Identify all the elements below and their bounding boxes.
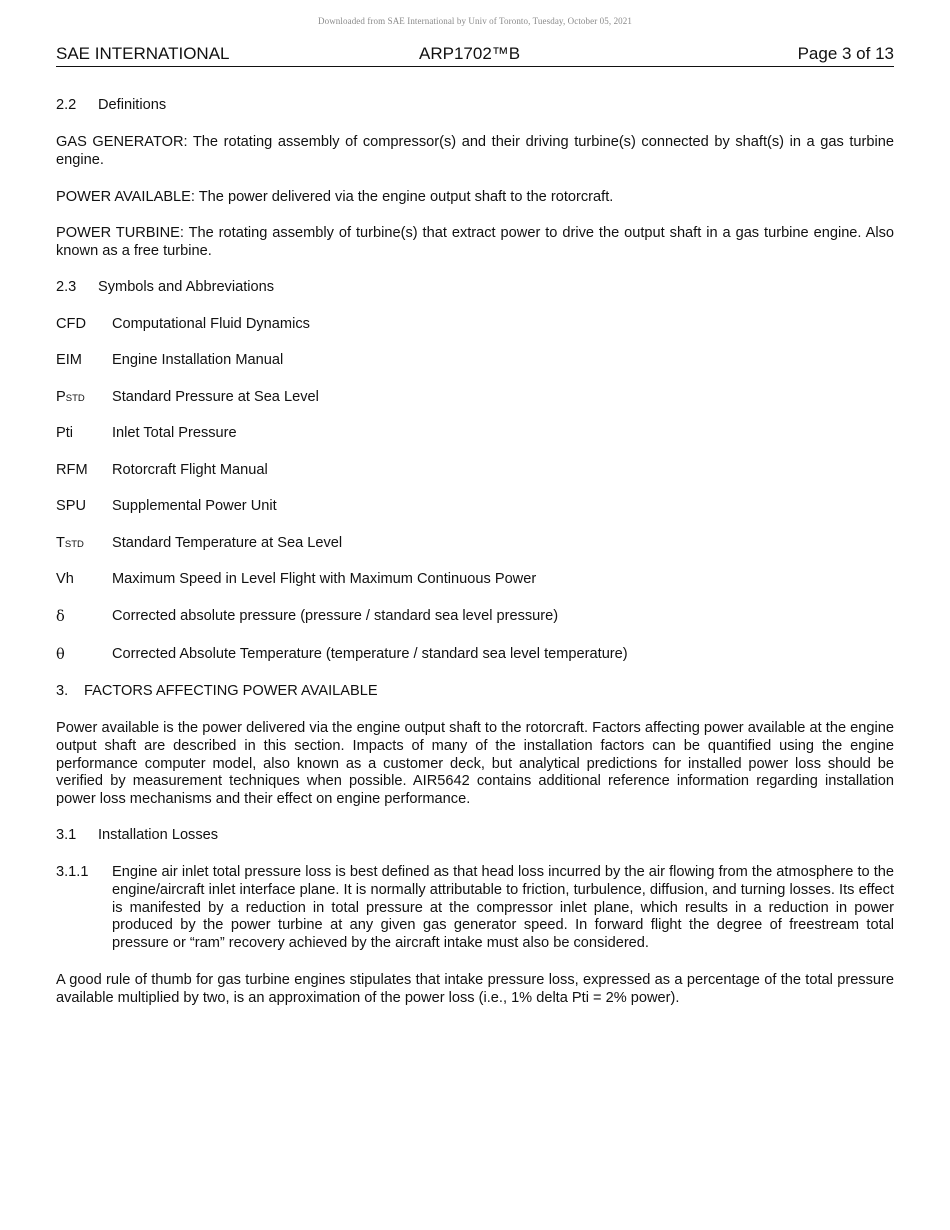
- abbreviation-term: EIM: [56, 352, 82, 368]
- section-3-heading: [56, 683, 894, 701]
- abbreviation-term: [56, 389, 85, 408]
- header-document-id: ARP1702™B: [419, 44, 521, 63]
- download-watermark: Downloaded from SAE International by Univ of Toronto, Tuesday, October 05, 2021: [318, 16, 632, 26]
- abbreviation-row: [56, 535, 894, 553]
- section-number: 3.1: [56, 827, 77, 843]
- definition-gas-generator: GAS GENERATOR: The rotating assembly of compressor(s) and their driving turbine(s) connected by shaft(s) in a gas turbine engine.: [56, 134, 894, 168]
- abbreviation-definition: Corrected absolute pressure (pressure / standard sea level pressure): [112, 608, 559, 624]
- section-number: 3.1.1: [56, 864, 89, 880]
- abbreviation-row: [56, 389, 894, 407]
- page-header: [56, 44, 894, 67]
- abbreviation-term: δ: [56, 608, 65, 625]
- rule-of-thumb-paragraph: A good rule of thumb for gas turbine engines stipulates that intake pressure loss, expressed as a percentage of the total pressure available multiplied by two, is an approximation of the power loss (i.e., 1% delta Pti = 2% power).: [56, 972, 894, 1006]
- abbreviation-definition: Engine Installation Manual: [112, 352, 284, 368]
- abbreviation-row: [56, 571, 894, 589]
- term-base: P: [56, 389, 66, 405]
- abbreviation-row: [56, 498, 894, 516]
- abbreviation-row: [56, 646, 894, 664]
- header-organization: SAE INTERNATIONAL: [56, 44, 230, 63]
- abbreviation-definition: Computational Fluid Dynamics: [112, 316, 310, 332]
- definition-power-available: POWER AVAILABLE: The power delivered via the engine output shaft to the rotorcraft.: [56, 189, 614, 205]
- section-3-1-1-paragraph: [56, 864, 894, 953]
- abbreviation-term: CFD: [56, 316, 86, 332]
- abbreviation-term: Pti: [56, 425, 74, 441]
- section-title: Definitions: [98, 97, 167, 113]
- abbreviation-definition: Supplemental Power Unit: [112, 498, 277, 514]
- abbreviation-row: [56, 316, 894, 334]
- abbreviation-definition: Rotorcraft Flight Manual: [112, 462, 268, 478]
- abbreviation-definition: Corrected Absolute Temperature (temperature / standard sea level temperature): [112, 646, 628, 662]
- abbreviation-term: Vh: [56, 571, 74, 587]
- definition-power-turbine: POWER TURBINE: The rotating assembly of turbine(s) that extract power to drive the output shaft in a gas turbine engine. Also known as a free turbine.: [56, 225, 894, 259]
- section-2-3-heading: [56, 279, 894, 297]
- section-2-2-heading: [56, 97, 894, 115]
- abbreviation-row: [56, 462, 894, 480]
- abbreviation-row: [56, 352, 894, 370]
- abbreviation-definition: Maximum Speed in Level Flight with Maximum Continuous Power: [112, 571, 537, 587]
- abbreviation-row: [56, 425, 894, 443]
- term-subscript: STD: [64, 539, 84, 550]
- header-page-number: Page 3 of 13: [797, 44, 894, 63]
- abbreviation-term: RFM: [56, 462, 88, 478]
- section-title: Installation Losses: [98, 827, 219, 843]
- term-base: T: [56, 535, 65, 551]
- section-number: 2.2: [56, 97, 77, 113]
- section-3-paragraph: Power available is the power delivered via the engine output shaft to the rotorcraft. Factors affecting power available at the engine output shaft are described in this section. Impacts of many of the installation factors can be quantified using the engine performance computer model, also known as a customer deck, but analytical predictions for installed power loss should be verified by measurement techniques when possible. AIR5642 contains additional reference information regarding installation power loss mechanisms and their effect on engine performance.: [56, 720, 894, 808]
- abbreviation-definition: Standard Temperature at Sea Level: [112, 535, 343, 551]
- abbreviation-term: θ: [56, 646, 65, 663]
- section-number: 3.: [56, 683, 69, 699]
- abbreviation-row: [56, 608, 894, 626]
- term-subscript: STD: [65, 393, 85, 404]
- section-3-1-1-text: Engine air inlet total pressure loss is best defined as that head loss incurred by the air flowing from the atmosphere to the engine/aircraft inlet interface plane. It is normally attributable to friction, turbulence, diffusion, and turning losses. Its effect is manifested by a reduction in total pressure at the compressor inlet plane, which results in a reduction in power produced by the power turbine at any given gas generator speed. In forward flight the degree of freestream total pressure or “ram” recovery achieved by the aircraft intake must also be considered.: [112, 864, 894, 952]
- section-title: FACTORS AFFECTING POWER AVAILABLE: [84, 683, 378, 699]
- section-number: 2.3: [56, 279, 77, 295]
- abbreviation-term: SPU: [56, 498, 87, 514]
- abbreviation-definition: Inlet Total Pressure: [112, 425, 237, 441]
- section-3-1-heading: [56, 827, 894, 845]
- abbreviation-definition: Standard Pressure at Sea Level: [112, 389, 319, 405]
- section-title: Symbols and Abbreviations: [98, 279, 275, 295]
- abbreviation-term: [56, 535, 84, 554]
